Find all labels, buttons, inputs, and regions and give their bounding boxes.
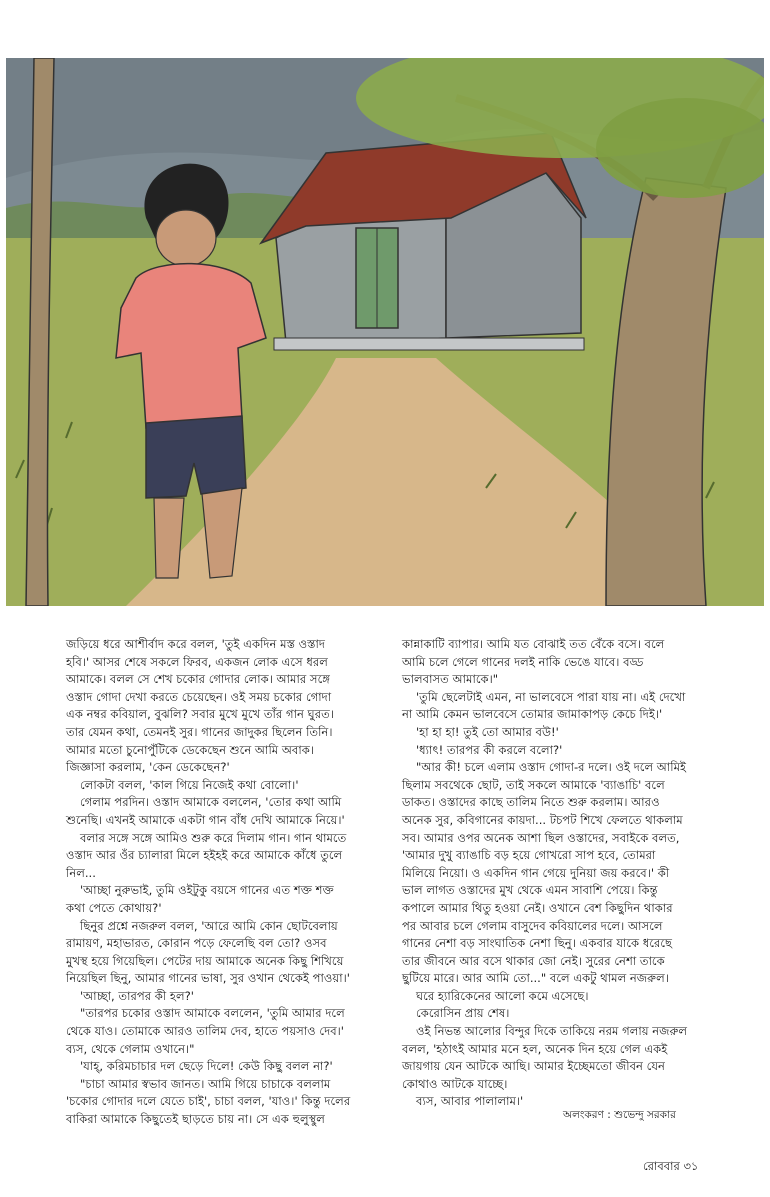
article-line: ছিলাম সবথেকে ছোট, তাই সকলে আমাকে 'ব্যাঙাচি' বলে — [402, 777, 665, 792]
hut-plinth — [274, 338, 584, 350]
story-illustration — [6, 58, 764, 606]
article-line: গানের নেশা বড় সাংঘাতিক নেশা ছিনু। একবার যাকে ধরেছে — [402, 936, 673, 951]
article-line: জায়গায় যেন আটকে আছি। আমার ইচ্ছেমতো জীবন যেন — [402, 1059, 665, 1074]
article-line: তার জীবনে আর বসে থাকার জো নেই। সুরের নেশা তাকে — [402, 953, 665, 968]
article-line: কোথাও আটকে যাচ্ছে। — [402, 1076, 508, 1091]
article-line: পর আবার চলে গেলাম বাসুদেব কবিয়ালের দলে। আসলে — [402, 918, 663, 933]
article-line: নিয়েছিল ছিনু, আমার গানের ভাষা, সুর ওখান থেকেই পাওয়া।' — [66, 971, 350, 986]
article-line: অনেক সুর, কবিগানের কায়দা... টচপট শিখে ফেলতে থাকলাম — [402, 812, 683, 827]
article-line: রামায়ণ, মহাভারত, কোরান পড়ে ফেলেছি বল তো? ওসব — [66, 936, 327, 951]
article-line: ভাল লাগত ওস্তাদের মুখ থেকে এমন সাবাশি পেয়ে। কিন্তু — [402, 883, 658, 898]
article-line: ব্যস, থেকে গেলাম ওখানে।" — [66, 1041, 195, 1056]
article-line: তার যেমন কথা, তেমনই সুর। গানের জাদুকর ছিলেন তিনি। — [66, 724, 333, 739]
article-line: 'আমার দুখু ব্যাঙাচি বড় হয়ে গোখরো সাপ হবে, তোমরা — [402, 848, 656, 863]
article-line: কপালে আমার থিতু হওয়া নেই। ওখানে বেশ কিছুদিন থাকার — [402, 900, 673, 915]
article-line: নিল... — [66, 865, 96, 880]
article-line: কান্নাকাটি ব্যাপার। আমি যত বোঝাই তত বেঁকে বসে। বলে — [402, 637, 665, 651]
article-line: "আর কী! চলে এলাম ওস্তাদ গোদা-র দলে। ওই দলে আমিই — [416, 760, 687, 775]
article-line: আমার মতো চুনোপুঁটিকে ডেকেছেন শুনে আমি অবাক। — [66, 742, 315, 757]
article-line: 'আচ্ছা, তারপর কী হল?' — [80, 988, 194, 1003]
article-line: ছুটিয়ে মারে। আর আমি তো..." বলে একটু থামল নজরুল। — [402, 971, 669, 986]
article-column-right — [402, 636, 720, 1111]
boy-head — [156, 210, 216, 266]
article-line: আমাকে। বলল সে শেখ চকোর গোদার লোক। আমার সঙ্গে — [66, 672, 330, 687]
article-line: ব্যস, আবার পালালাম।' — [416, 1094, 524, 1109]
article-line: ঘরে হ্যারিকেনের আলো কমে এসেছে। — [416, 988, 589, 1003]
article-line: থেকে যাও। তোমাকে আরও তালিম দেব, হাতে পয়সাও দেব।' — [66, 1024, 344, 1039]
article-line: 'আচ্ছা নুরুভাই, তুমি ওইটুকু বয়সে গানের এত শক্ত শক্ত — [80, 883, 334, 898]
article-line: গেলাম পরদিন। ওস্তাদ আমাকে বললেন, 'তোর কথা আমি — [80, 795, 342, 810]
article-line: বলার সঙ্গে সঙ্গে আমিও শুরু করে দিলাম গান। গান থামতে — [80, 830, 347, 845]
article-line: লোকটা বলল, 'কাল গিয়ে নিজেই কথা বোলো।' — [80, 777, 299, 792]
article-line: মুখস্থ হয়ে গিয়েছিল। পেটের দায় আমাকে অনেক কিছু শিখিয়ে — [66, 953, 344, 968]
illustration-credit: অলংকরণ : শুভেন্দু সরকার — [563, 1109, 676, 1121]
article-line: না আমি কেমন ভালবেসে তোমার জামাকাপড় কেচে দিই।' — [402, 707, 663, 722]
page-folio: রোববার ৩১ — [643, 1159, 699, 1173]
article-line: 'হা হা হা! তুই তো আমার বউ!' — [416, 724, 559, 739]
article-line: 'তুমি ছেলেটাই এমন, না ভালবেসে পারা যায় না। এই দেখো — [416, 689, 686, 704]
article-line: ওই নিভন্ত আলোর বিন্দুর দিকে তাকিয়ে নরম গলায় নজরুল — [416, 1024, 688, 1039]
article-line: হবি।' আসর শেষে সকলে ফিরব, একজন লোক এসে ধরল — [66, 654, 328, 669]
article-line: বাকিরা আমাকে কিছুতেই ছাড়তে চায় না। সে এক হুলুস্থুল — [66, 1112, 325, 1127]
article-column-left — [66, 636, 384, 1129]
article-line: ওস্তাদ আর ওঁর চ্যালারা মিলে হইহই করে আমাকে কাঁধে তুলে — [66, 848, 343, 863]
article-line: বলল, 'হঠাৎই আমার মনে হল, অনেক দিন হয়ে গেল একই — [402, 1041, 668, 1056]
article-line: সব। আমার ওপর অনেক আশা ছিল ওস্তাদের, সবাইকে বলত, — [402, 830, 680, 845]
article-line: আমি চলে গেলে গানের দলই নাকি ভেঙে যাবে। বড্ড — [402, 654, 644, 669]
article-line: "তারপর চকোর ওস্তাদ আমাকে বললেন, 'তুমি আমার দলে — [80, 1006, 345, 1021]
article-line: ওস্তাদ গোদা দেখা করতে চেয়েছেন। ওই সময় চকোর গোদা — [66, 689, 332, 704]
article-line: 'যাহ্, করিমচাচার দল ছেড়ে দিলে! কেউ কিছু বলল না?' — [80, 1059, 333, 1074]
article-line: জড়িয়ে ধরে আশীর্বাদ করে বলল, 'তুই একদিন মস্ত ওস্তাদ — [66, 637, 325, 651]
article-line: ভালবাসত আমাকে।" — [402, 672, 499, 687]
article-line: "চাচা আমার স্বভাব জানত। আমি গিয়ে চাচাকে বললাম — [80, 1076, 331, 1091]
article-line: কেরোসিন প্রায় শেষ। — [416, 1006, 510, 1021]
article-line: ছিনুর প্রশ্নে নজরুল বলল, 'আরে আমি কোন ছোটবেলায় — [80, 918, 338, 933]
article-line: ডাকত। ওস্তাদের কাছে তালিম নিতে শুরু করলাম। আরও — [402, 795, 660, 810]
article-line: 'চকোর গোদার দলে যেতে চাই', চাচা বলল, 'যাও।' কিন্তু দলের — [66, 1094, 351, 1109]
article-line: 'ধ্যাৎ! তারপর কী করলে বলো?' — [416, 742, 563, 757]
article-line: এক নম্বর কবিয়াল, বুঝলি? সবার মুখে মুখে তাঁর গান ঘুরত। — [66, 707, 334, 722]
article-line: শুনেছি। এখনই আমাকে একটা গান বাঁধ দেখি আমাকে নিয়ে।' — [66, 812, 345, 827]
article-line: জিজ্ঞাসা করলাম, 'কেন ডেকেছেন?' — [66, 760, 230, 775]
article-line: মিলিয়ে নিয়ো। ও একদিন গান গেয়ে দুনিয়া জয় করবে।' কী — [402, 865, 670, 880]
article-line: কথা পেতে কোথায়?' — [66, 900, 162, 915]
